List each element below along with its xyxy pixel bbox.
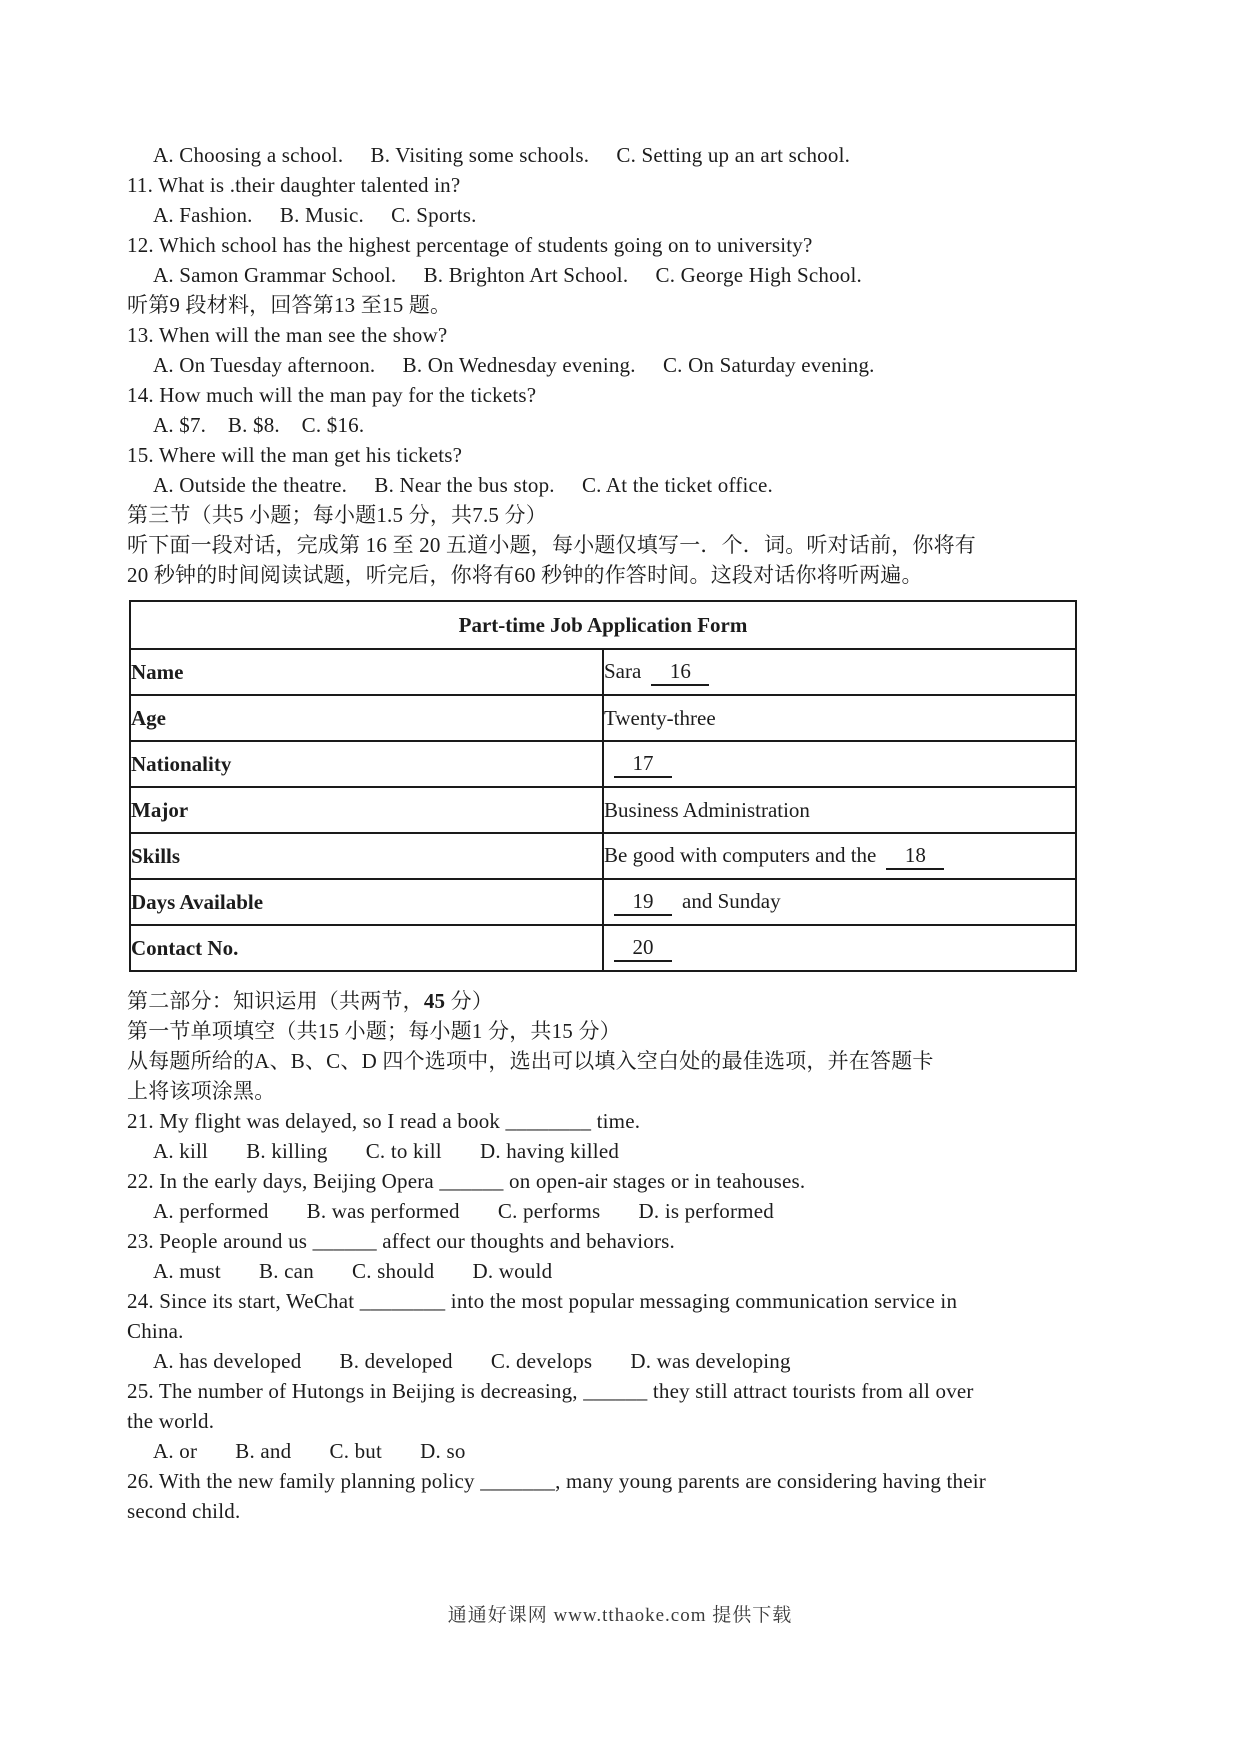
blank-20: 20: [614, 935, 672, 962]
section-3-instructions-line-1: 听下面一段对话，完成第 16 至 20 五道小题，每小题仅填写一．个．词。听对话前，你将有: [127, 533, 976, 557]
options-line-13: A. On Tuesday afternoon. B. On Wednesday evening. C. On Saturday evening.: [153, 353, 875, 377]
question-26: 26. With the new family planning policy _______, many young parents are considering having their: [127, 1469, 986, 1493]
question-25: 25. The number of Hutongs in Beijing is decreasing, ______ they still attract tourists from all over: [127, 1379, 974, 1403]
options-line-15: A. Outside the theatre. B. Near the bus stop. C. At the ticket office.: [153, 473, 773, 497]
form-value-days-available: [603, 879, 1076, 925]
form-label-skills: Skills: [130, 833, 603, 879]
form-value-skills: [603, 833, 1076, 879]
value-text: Be good with computers and the: [604, 842, 877, 867]
options-line-12: A. Samon Grammar School. B. Brighton Art School. C. George High School.: [153, 263, 862, 287]
options-line-24: A. has developed B. developed C. develops D. was developing: [153, 1349, 791, 1373]
form-row-days-available: [130, 879, 1076, 925]
part-2-heading-text: 分）: [445, 989, 494, 1013]
form-row-major: [130, 787, 1076, 833]
listening-material-9-note: 听第9 段材料，回答第13 至15 题。: [127, 293, 452, 317]
form-label-contact-no: Contact No.: [130, 925, 603, 971]
section-3-heading: 第三节（共5 小题；每小题1.5 分，共7.5 分）: [127, 503, 547, 527]
options-line-21: A. kill B. killing C. to kill D. having killed: [153, 1139, 620, 1163]
options-line-23: A. must B. can C. should D. would: [153, 1259, 553, 1283]
form-title: Part-time Job Application Form: [130, 601, 1076, 649]
question-24: 24. Since its start, WeChat ________ into the most popular messaging communication service in: [127, 1289, 958, 1313]
question-12: 12. Which school has the highest percentage of students going on to university?: [127, 233, 813, 257]
part-2-heading-text: 第二部分：知识运用（共两节，: [127, 989, 424, 1013]
blank-19: 19: [614, 889, 672, 916]
blank-16: 16: [651, 659, 709, 686]
question-21: 21. My flight was delayed, so I read a book ________ time.: [127, 1109, 641, 1133]
part-2-heading: [127, 986, 1107, 1016]
form-row-name: [130, 649, 1076, 695]
options-line-14: A. $7. B. $8. C. $16.: [153, 413, 365, 437]
options-line-10: A. Choosing a school. B. Visiting some schools. C. Setting up an art school.: [153, 143, 851, 167]
question-14: 14. How much will the man pay for the tickets?: [127, 383, 537, 407]
options-line-25: A. or B. and C. but D. so: [153, 1439, 466, 1463]
section-3-instructions-line-2: 20 秒钟的时间阅读试题，听完后，你将有60 秒钟的作答时间。这段对话你将听两遍。: [127, 563, 923, 587]
form-value-contact-no: [603, 925, 1076, 971]
form-row-contact-no: [130, 925, 1076, 971]
exam-content: [127, 140, 1107, 1526]
question-25-continuation: the world.: [127, 1409, 215, 1433]
form-label-age: Age: [130, 695, 603, 741]
options-line-22: A. performed B. was performed C. performs D. is performed: [153, 1199, 774, 1223]
question-22: 22. In the early days, Beijing Opera ______ on open-air stages or in teahouses.: [127, 1169, 806, 1193]
form-title-row: [130, 601, 1076, 649]
value-text: Twenty-three: [604, 705, 716, 730]
value-text: Business Administration: [604, 797, 810, 822]
value-text: Sara: [604, 658, 642, 683]
question-15: 15. Where will the man get his tickets?: [127, 443, 463, 467]
form-label-nationality: Nationality: [130, 741, 603, 787]
section-1-instructions-line-1: 从每题所给的A、B、C、D 四个选项中，选出可以填入空白处的最佳选项，并在答题卡: [127, 1049, 934, 1073]
options-line-11: A. Fashion. B. Music. C. Sports.: [153, 203, 477, 227]
application-form-table: [129, 600, 1077, 972]
form-value-major: [603, 787, 1076, 833]
form-label-name: Name: [130, 649, 603, 695]
form-row-skills: [130, 833, 1076, 879]
section-1-instructions-line-2: 上将该项涂黑。: [127, 1079, 276, 1103]
form-row-nationality: [130, 741, 1076, 787]
blank-17: 17: [614, 751, 672, 778]
form-label-days-available: Days Available: [130, 879, 603, 925]
question-23: 23. People around us ______ affect our thoughts and behaviors.: [127, 1229, 675, 1253]
form-label-major: Major: [130, 787, 603, 833]
form-value-age: [603, 695, 1076, 741]
form-row-age: [130, 695, 1076, 741]
question-26-continuation: second child.: [127, 1499, 241, 1523]
part-2-score: 45: [423, 989, 446, 1013]
section-1-heading: 第一节单项填空（共15 小题；每小题1 分，共15 分）: [127, 1019, 621, 1043]
form-value-nationality: [603, 741, 1076, 787]
question-24-continuation: China.: [127, 1319, 184, 1343]
footer-watermark: 通通好课网 www.tthaoke.com 提供下载: [447, 1605, 793, 1626]
value-text: and Sunday: [682, 888, 781, 913]
question-13: 13. When will the man see the show?: [127, 323, 448, 347]
question-11: 11. What is .their daughter talented in?: [127, 173, 461, 197]
form-value-name: [603, 649, 1076, 695]
blank-18: 18: [886, 843, 944, 870]
